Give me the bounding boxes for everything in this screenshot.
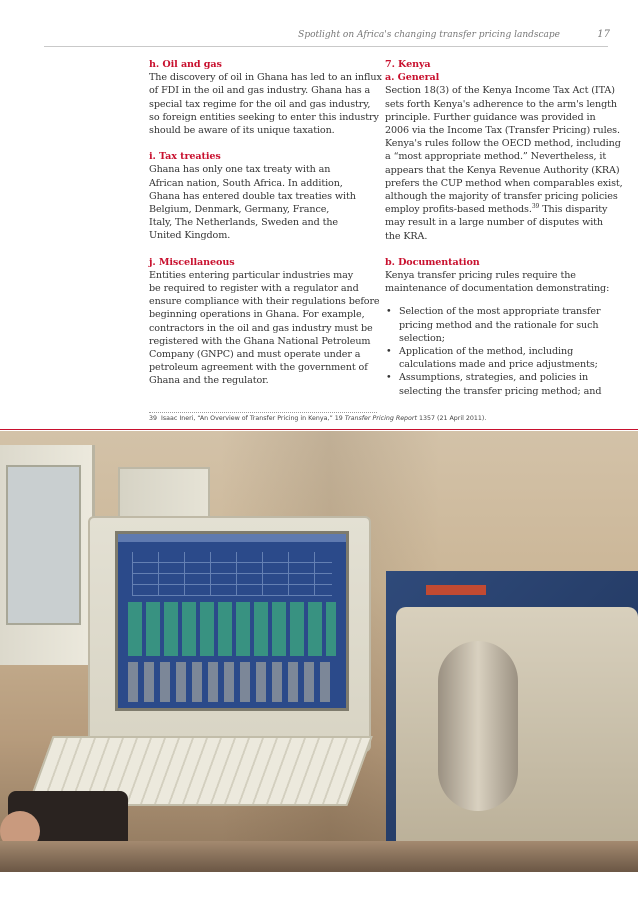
screen-status-grid: [128, 602, 336, 656]
list-item: [385, 305, 615, 345]
text-line: Belgium, Denmark, Germany, France,: [149, 204, 330, 216]
text-line: a “most appropriate method.” Nevertheless, it: [385, 151, 607, 163]
section-heading: b. Documentation: [385, 256, 480, 268]
text-line: ensure compliance with their regulations before: [149, 296, 380, 308]
text-line: Ghana and the regulator.: [149, 375, 269, 387]
section-heading: j. Miscellaneous: [149, 256, 235, 268]
footnote-text: Isaac Ineri, “An Overview of Transfer Pricing in Kenya,” 19: [161, 415, 345, 422]
text-line: beginning operations in Ghana. For example,: [149, 309, 365, 321]
text-line: United Kingdom.: [149, 230, 231, 242]
text-line: although the majority of transfer pricing policies: [385, 191, 618, 203]
equipment-handle: [438, 641, 518, 811]
equipment-cabinet-image: [386, 571, 638, 872]
page-number: 17: [597, 29, 610, 40]
footnote-divider: [149, 412, 377, 413]
section-kenya-general: [385, 58, 623, 243]
section-heading: h. Oil and gas: [149, 59, 222, 70]
text-line: should be aware of its unique taxation.: [149, 125, 335, 137]
control-room-photo: [0, 431, 638, 872]
running-title: Spotlight on Africa's changing transfer pricing landscape: [298, 30, 560, 40]
screen-diagram: [132, 552, 332, 596]
documentation-list: [385, 305, 615, 397]
text-line: so foreign entities seeking to enter this industry: [149, 111, 379, 123]
text-line: may result in a large number of disputes with: [385, 217, 603, 229]
text-line: African nation, South Africa. In addition,: [149, 177, 343, 189]
left-monitor-image: [0, 445, 95, 665]
text-line: Ghana has entered double tax treaties with: [149, 190, 356, 202]
header-divider: [44, 46, 608, 47]
text-line: 2006 via the Income Tax (Transfer Pricing) rules.: [385, 125, 620, 137]
section-oil-and-gas: [149, 58, 382, 137]
footnote-text-end: 1357 (21 April 2011).: [416, 415, 487, 422]
text-fragment: employ profits-based methods.: [385, 204, 532, 216]
screen-status-grid-lower: [128, 662, 336, 702]
bullet-icon: •: [386, 346, 392, 358]
left-monitor-screen: [6, 465, 81, 625]
text-line: appears that the Kenya Revenue Authority (KRA): [385, 164, 620, 176]
right-column: [385, 58, 623, 411]
footnote: [149, 415, 486, 422]
footnote-number: 39: [149, 415, 158, 422]
text-line: the KRA.: [385, 230, 428, 242]
text-line: Ghana has only one tax treaty with an: [149, 164, 331, 176]
text-line: Selection of the most appropriate transfer: [399, 306, 601, 318]
footnote-italic-title: Transfer Pricing Report: [344, 415, 417, 422]
list-item: [385, 371, 615, 397]
subsection-heading: a. General: [385, 72, 440, 84]
footnote-reference[interactable]: 39: [531, 203, 540, 211]
text-line: pricing method and the rationale for such: [399, 319, 599, 331]
text-line: maintenance of documentation demonstrating:: [385, 283, 610, 295]
page-header: [0, 30, 638, 46]
text-line: selection;: [399, 332, 445, 344]
section-heading: i. Tax treaties: [149, 151, 221, 163]
text-line: [385, 203, 615, 216]
text-line: registered with the Ghana National Petroleum: [149, 335, 371, 347]
text-line: Kenya's rules follow the OECD method, including: [385, 138, 621, 150]
list-item: [385, 345, 615, 371]
desk-surface: [0, 841, 638, 872]
text-line: Italy, The Netherlands, Sweden and the: [149, 217, 338, 229]
text-line: petroleum agreement with the government of: [149, 362, 368, 374]
section-heading: 7. Kenya: [385, 59, 431, 70]
text-line: Kenya transfer pricing rules require the: [385, 270, 576, 282]
text-line: Company (GNPC) and must operate under a: [149, 349, 361, 361]
text-line: special tax regime for the oil and gas industry,: [149, 98, 371, 110]
bullet-icon: •: [386, 306, 392, 318]
text-line: Application of the method, including: [399, 346, 574, 358]
bullet-icon: •: [386, 372, 392, 384]
text-line: of FDI in the oil and gas industry. Ghana has a: [149, 85, 371, 97]
text-line: prefers the CUP method when comparables exist,: [385, 177, 623, 189]
section-tax-treaties: [149, 150, 379, 242]
monitor-screen-image: [115, 531, 349, 711]
text-line: be required to register with a regulator and: [149, 283, 359, 295]
text-line: Entities entering particular industries may: [149, 269, 354, 281]
equipment-label: [426, 585, 486, 595]
text-line: calculations made and price adjustments;: [399, 359, 598, 371]
text-line: The discovery of oil in Ghana has led to an influx: [149, 72, 382, 84]
text-line: sets forth Kenya's adherence to the arm's length: [385, 98, 617, 110]
photo-top-rule: [0, 429, 638, 430]
text-line: Section 18(3) of the Kenya Income Tax Act (ITA): [385, 85, 615, 97]
text-fragment: This disparity: [539, 204, 608, 216]
text-line: contractors in the oil and gas industry must be: [149, 322, 373, 334]
text-line: selecting the transfer pricing method; and: [399, 385, 602, 397]
section-miscellaneous: [149, 256, 379, 388]
left-column: [149, 58, 382, 401]
text-line: principle. Further guidance was provided in: [385, 111, 596, 123]
section-documentation: [385, 256, 615, 398]
screen-title-bar: [118, 534, 346, 542]
text-line: Assumptions, strategies, and policies in: [399, 372, 589, 384]
